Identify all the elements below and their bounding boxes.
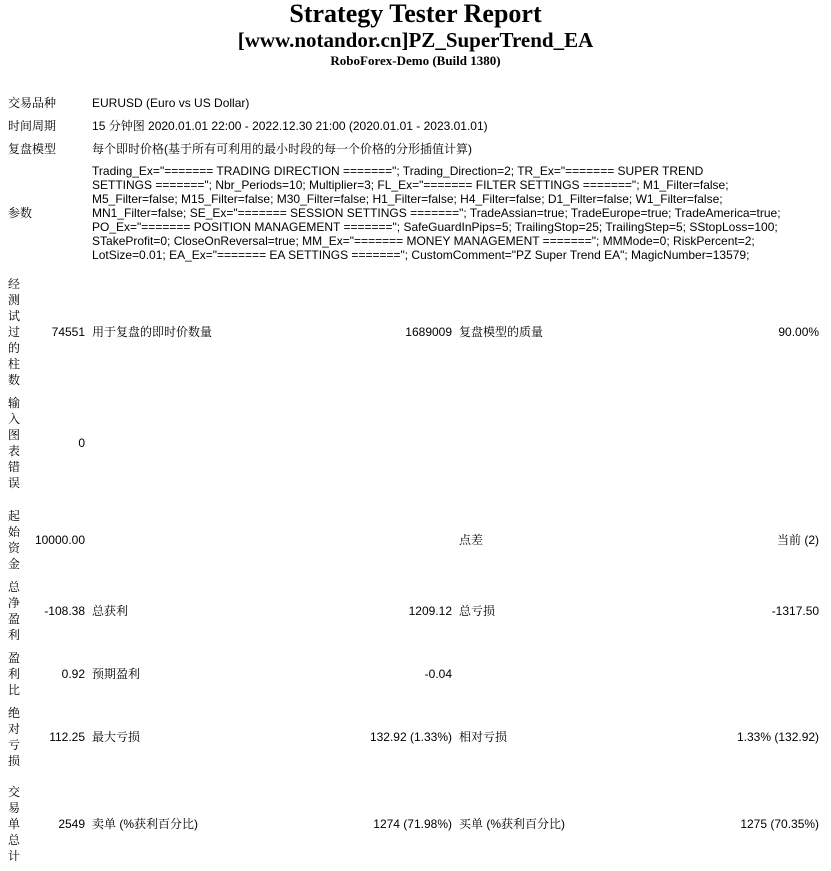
report-title: Strategy Tester Report bbox=[289, 0, 542, 28]
short-positions-label: 卖单 (%获利百分比) bbox=[92, 817, 199, 831]
profit-factor-label-text: 盈利比 bbox=[8, 651, 21, 697]
period-label: 时间周期 bbox=[8, 119, 57, 133]
mismatched-errors-value: 0 bbox=[78, 436, 86, 450]
row-drawdown bbox=[5, 702, 822, 772]
ticks-modelled-label: 用于复盘的即时价数量 bbox=[92, 325, 213, 339]
total-trades-label-text: 交易单总计 bbox=[8, 785, 21, 863]
profit-factor-label bbox=[5, 647, 25, 701]
bars-tested-label-text: 经测试过的柱数 bbox=[8, 277, 21, 387]
profit-factor-value: 0.92 bbox=[61, 667, 86, 681]
initial-deposit-label-text: 起始资金 bbox=[8, 509, 21, 571]
parameters-line: STakeProfit=0; CloseOnReversal=true; MM_Ex="======= MONEY MANAGEMENT ======="; MMMode=0; RiskPercent=2; bbox=[92, 234, 755, 248]
gross-profit-label: 总获利 bbox=[92, 604, 129, 618]
absolute-drawdown-label-text: 绝对亏损 bbox=[8, 706, 21, 768]
relative-drawdown-label: 相对亏损 bbox=[459, 730, 508, 744]
row-trades bbox=[5, 781, 822, 867]
gross-loss-value: -1317.50 bbox=[771, 604, 820, 618]
row-symbol bbox=[5, 92, 822, 114]
row-net-profit bbox=[5, 576, 822, 646]
relative-drawdown-value: 1.33% (132.92) bbox=[737, 730, 820, 744]
empty-cell bbox=[89, 392, 822, 494]
spacer-row bbox=[5, 266, 822, 272]
initial-deposit-label bbox=[5, 505, 25, 575]
server-build: RoboForex-Demo (Build 1380) bbox=[330, 53, 501, 68]
total-trades-value: 2549 bbox=[58, 817, 86, 831]
initial-deposit-value: 10000.00 bbox=[34, 533, 86, 547]
maximal-drawdown-label: 最大亏损 bbox=[92, 730, 141, 744]
spread-value: 当前 (2) bbox=[777, 533, 820, 547]
bars-tested-value: 74551 bbox=[51, 325, 86, 339]
parameters-line: PO_Ex="======= POSITION MANAGEMENT ======="; SafeGuardInPips=5; TrailingStop=25; TrailingStep=5; SStopLoss=100; bbox=[92, 220, 778, 234]
row-errors bbox=[5, 392, 822, 494]
spacer-cell bbox=[5, 773, 822, 780]
absolute-drawdown-label bbox=[5, 702, 25, 772]
parameters-line: MN1_Filter=false; SE_Ex="======= SESSION SETTINGS ======="; TradeAssian=true; TradeEurope=true; TradeAmerica=true; bbox=[92, 206, 781, 220]
expected-payoff-value: -0.04 bbox=[424, 667, 453, 681]
total-net-profit-label bbox=[5, 576, 25, 646]
ticks-modelled-value: 1689009 bbox=[405, 325, 453, 339]
gross-loss-label: 总亏损 bbox=[459, 604, 496, 618]
parameters-line: Trading_Ex="======= TRADING DIRECTION ======="; Trading_Direction=2; TR_Ex="======= SUPER TREND bbox=[92, 164, 704, 178]
spread-label: 点差 bbox=[459, 533, 484, 547]
total-net-profit-label-text: 总净盈利 bbox=[8, 580, 21, 642]
modelling-quality-label: 复盘模型的质量 bbox=[459, 325, 544, 339]
row-model bbox=[5, 138, 822, 160]
long-positions-value: 1275 (70.35%) bbox=[740, 817, 820, 831]
spacer-row bbox=[5, 773, 822, 780]
empty-cell bbox=[260, 505, 455, 575]
maximal-drawdown-value: 132.92 (1.33%) bbox=[369, 730, 453, 744]
short-positions-value: 1274 (71.98%) bbox=[373, 817, 453, 831]
empty-cell bbox=[456, 647, 640, 701]
mismatched-errors-label-text: 输入图表错误 bbox=[8, 396, 21, 490]
row-profit-factor bbox=[5, 647, 822, 701]
total-net-profit-value: -108.38 bbox=[44, 604, 86, 618]
expected-payoff-label: 预期盈利 bbox=[92, 667, 141, 681]
total-trades-label bbox=[5, 781, 25, 867]
gross-profit-value: 1209.12 bbox=[408, 604, 453, 618]
parameters-line: LotSize=0.01; EA_Ex="======= EA SETTINGS ======="; CustomComment="PZ Super Trend EA"; MagicNumber=13579; bbox=[92, 248, 750, 262]
row-bars bbox=[5, 273, 822, 391]
spacer-cell bbox=[5, 495, 822, 504]
symbol-label: 交易品种 bbox=[8, 96, 57, 110]
period-value: 15 分钟图 2020.01.01 22:00 - 2022.12.30 21:00 (2020.01.01 - 2023.01.01) bbox=[92, 119, 488, 133]
spacer-row bbox=[5, 495, 822, 504]
row-deposit bbox=[5, 505, 822, 575]
modelling-quality-value: 90.00% bbox=[778, 325, 820, 339]
expert-name: [www.notandor.cn]PZ_SuperTrend_EA bbox=[237, 28, 594, 52]
row-period bbox=[5, 115, 822, 137]
empty-cell bbox=[641, 647, 822, 701]
row-parameters bbox=[5, 161, 822, 265]
parameters-label: 参数 bbox=[8, 206, 33, 220]
parameters-line: M5_Filter=false; M15_Filter=false; M30_Filter=false; H1_Filter=false; H4_Filter=false; D1_Filter=false; W1_Filter=false; bbox=[92, 192, 723, 206]
model-value: 每个即时价格(基于所有可利用的最小时段的每一个价格的分形插值计算) bbox=[92, 142, 473, 156]
parameters-value bbox=[89, 161, 822, 265]
mismatched-errors-label bbox=[5, 392, 25, 494]
long-positions-label: 买单 (%获利百分比) bbox=[459, 817, 566, 831]
symbol-value: EURUSD (Euro vs US Dollar) bbox=[92, 96, 250, 110]
report-table bbox=[4, 91, 823, 868]
absolute-drawdown-value: 112.25 bbox=[49, 730, 86, 744]
spacer-cell bbox=[5, 266, 822, 272]
empty-cell bbox=[89, 505, 259, 575]
parameters-line: SETTINGS ======="; Nbr_Periods=10; Multiplier=3; FL_Ex="======= FILTER SETTINGS ======="; M1_Filter=false; bbox=[92, 178, 729, 192]
model-label: 复盘模型 bbox=[8, 142, 57, 156]
bars-tested-label bbox=[5, 273, 25, 391]
